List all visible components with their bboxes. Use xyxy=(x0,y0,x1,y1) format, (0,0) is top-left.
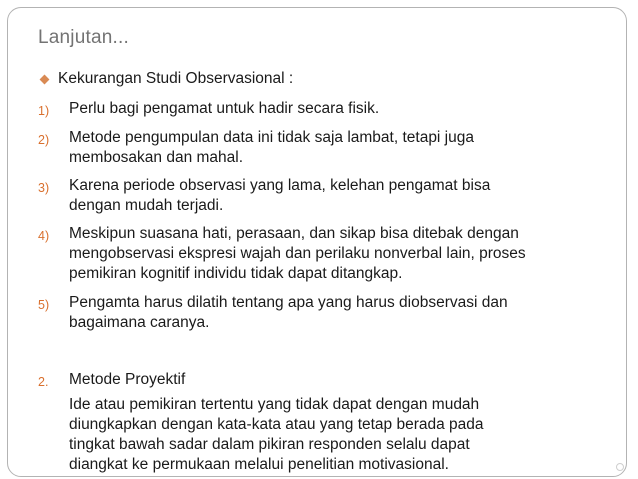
list-item xyxy=(38,224,602,284)
list-item-text: Meskipun suasana hati, perasaan, dan sikap bisa ditebak dengan mengobservasi ekspresi wajah dan perilaku nonverbal lain, proses pemikiran kognitif individu tidak dapat ditangkap. xyxy=(69,225,526,282)
bullet-diamond-icon xyxy=(40,74,50,84)
list-item-text: Perlu bagi pengamat untuk hadir secara fisik. xyxy=(69,100,380,117)
section-2-number: 2. xyxy=(38,375,49,389)
list-item-number: 4) xyxy=(38,229,50,243)
list-item xyxy=(38,293,602,333)
section-2-header xyxy=(38,370,602,392)
section-heading xyxy=(38,70,293,88)
list-item xyxy=(38,128,602,168)
list-item-text: Karena periode observasi yang lama, kelehan pengamat bisa dengan mudah terjadi. xyxy=(69,177,491,214)
list-item-number: 1) xyxy=(38,104,50,118)
slide-title: Lanjutan... xyxy=(38,27,129,48)
list-item-text: Pengamta harus dilatih tentang apa yang harus diobservasi dan bagaimana caranya. xyxy=(69,294,508,331)
section-2-paragraph: Ide atau pemikiran tertentu yang tidak dapat dengan mudah diungkapkan dengan kata-kata atau yang tetap berada pada tingkat bawah sadar dalam pikiran responden selalu dapat diangkat ke permukaan melalui penelitian motivasional. xyxy=(69,396,484,473)
list-item-number: 3) xyxy=(38,181,50,195)
list-item xyxy=(38,176,602,216)
list-item-number: 2) xyxy=(38,133,50,147)
slide-corner-dot xyxy=(616,463,624,471)
list-item xyxy=(38,99,602,121)
section-2-title: Metode Proyektif xyxy=(69,371,186,388)
list-item-number: 5) xyxy=(38,298,50,312)
list-item-text: Metode pengumpulan data ini tidak saja lambat, tetapi juga membosakan dan mahal. xyxy=(69,129,474,166)
section-heading-text: Kekurangan Studi Observasional : xyxy=(58,70,294,87)
